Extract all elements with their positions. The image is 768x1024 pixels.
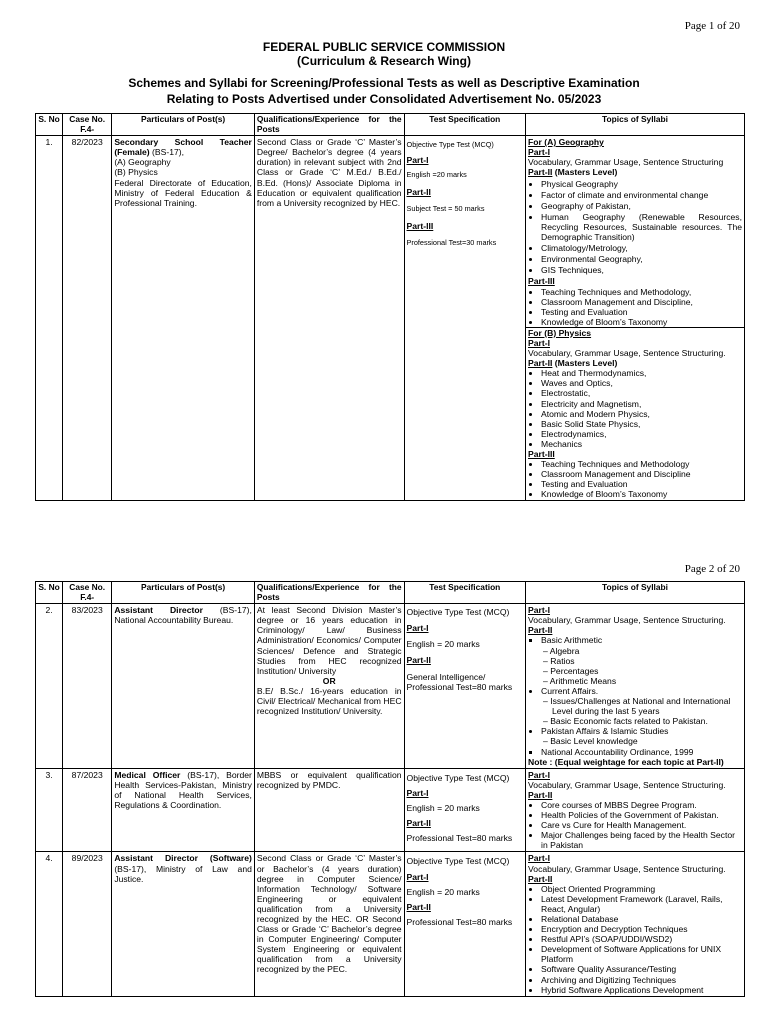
header-case: Case No. F.4- [63,114,112,136]
test-english: English = 20 marks [406,802,480,813]
org-title: FEDERAL PUBLIC SERVICE COMMISSION [262,40,506,54]
list-item: • Current Affairs. [541,686,742,696]
page-number: Page 2 of 20 [684,563,740,575]
list-item: – Algebra [552,646,742,656]
list-item: • Encryption and Decryption Techniques [541,924,742,934]
test-part1: Part-I [406,871,429,882]
topic-part2: Part-II [528,358,553,369]
topic-part1: Part-I [528,853,550,864]
qualification-alternate: B.E/ B.Sc./ 16-years education in Civil/ Electrical/ Mechanical from HEC recognized Institution/ University. [256,685,402,717]
test-mcq: Objective Type Test (MCQ) [406,772,510,783]
list-item: • Care vs Cure for Health Management. [541,820,742,830]
test-mcq: Objective Type Test (MCQ) [406,140,494,150]
cell-topics [526,852,745,996]
cell-topics [526,604,745,769]
list-item: • GIS Techniques, [541,265,742,275]
header-qualifications: Qualifications/Experience for the Posts [254,114,404,136]
list-item: – Issues/Challenges at National and International Level during the last 5 years [552,696,742,716]
cell-topics [526,768,745,852]
test-professional: Professional Test=80 marks [406,916,513,927]
cell-qualification: Second Class or Grade ‘C’ Master’s Degree/ Bachelor’s degree (4 years duration) in relevant subject with 2nd Class or Grade ‘C’ M.Ed./ B.Ed./ B.Ed. (Hons)/ Associate Diploma in Education or equivalent qualification from a University recognized by HEC. [254,136,404,501]
table-header-row [36,582,745,604]
test-part1: Part-I [406,155,429,166]
topic-vocab: Vocabulary, Grammar Usage, Sentence Structuring. [528,615,726,626]
doc-title: Schemes and Syllabi for Screening/Professional Tests as well as Descriptive Examination [128,76,640,90]
post-option-a: (A) Geography [114,157,171,168]
doc-subtitle: Relating to Posts Advertised under Consolidated Advertisement No. 05/2023 [166,92,602,106]
table-row [36,604,745,769]
topic-level: (Masters Level) [552,167,618,178]
cell-qualification: Second Class or Grade ‘C’ Master’s or Bachelor’s (4 years duration) degree in Computer Science/ Information Technology/ Software Engineering or equivalent qualification from a University recognized by the HEC. OR Second Class or Grade ‘C’ Bachelor’s degree in Computer Engineering/ Computer System Engineering or equivalent qualification from a University recognized by the PEC. [254,852,404,996]
test-part2: Part-II [406,655,431,666]
topic-part2: Part-II [528,625,553,636]
list-item: • Environmental Geography, [541,254,742,264]
topic-part1: Part-I [528,337,550,348]
list-item: • Testing and Evaluation [541,479,742,489]
topic-part1: Part-I [528,769,550,780]
header-particulars: Particulars of Post(s) [112,582,255,604]
cell-qualification: MBBS or equivalent qualification recognized by PMDC. [254,768,404,852]
topic-vocab: Vocabulary, Grammar Usage, Sentence Structuring. [528,863,726,874]
list-item: • Hybrid Software Applications Development [541,985,742,995]
header-test: Test Specification [404,582,526,604]
list-item: • Latest Development Framework (Laravel, Rails, React, Angular) [541,894,742,914]
list-item: • Geography of Pakistan, [541,201,742,211]
list-item: • Pakistan Affairs & Islamic Studies [541,726,742,736]
header-particulars: Particulars of Post(s) [112,114,255,136]
post-grade: (BS-17), [149,147,185,158]
list-item: • Relational Database [541,914,742,924]
qualification-primary: At least Second Division Master’s degree or 16 years education in Criminology/ Law/ Business Administration/ Economics/ Computer Sciences/ Defence and Strategic Studies from HEC recognized Institution/ University [256,605,402,676]
topic-part2: Part-II [528,789,553,800]
header-topics: Topics of Syllabi [526,114,745,136]
post-title: Secondary School Teacher (Female) [114,137,252,158]
list-item: – Arithmetic Means [552,676,742,686]
test-professional: Professional Test=30 marks [406,237,497,247]
table-row [36,768,745,852]
syllabus-table-page1 [35,113,745,501]
list-item: • Electrostatic, [541,388,742,398]
list-item: • Core courses of MBBS Degree Program. [541,800,742,810]
topic-part1: Part-I [528,147,550,158]
list-item: – Ratios [552,656,742,666]
cell-qualification [254,604,404,769]
org-subtitle: (Curriculum & Research Wing) [297,54,471,68]
list-item: • Classroom Management and Discipline, [541,297,742,307]
cell-topics [526,136,745,501]
list-item: • Restful API’s (SOAP/UDDI/WSD2) [541,934,742,944]
list-item: • Factor of climate and environmental change [541,190,742,200]
list-item: • Electricity and Magnetism, [541,399,742,409]
topic-part1: Part-I [528,605,550,616]
header-qualifications: Qualifications/Experience for the Posts [254,582,404,604]
list-item: • Development of Software Applications for UNIX Platform [541,944,742,964]
test-part3: Part-III [406,220,434,231]
qualification-or: OR [322,675,336,686]
post-details: (BS-17), National Accountability Bureau. [114,605,252,626]
list-item: ▪ Basic Arithmetic [541,635,742,645]
topic-part2: Part-II [528,873,553,884]
header-test: Test Specification [404,114,526,136]
post-organization: Federal Directorate of Education, Ministry of Federal Education & Professional Training. [114,177,252,208]
list-item: • Object Oriented Programming [541,884,742,894]
test-general-intelligence: General Intelligence/ Professional Test=80 marks [406,671,513,692]
cell-case: 82/2023 [63,136,112,501]
topic-part3: Part-III [528,276,555,287]
post-title: Assistant Director [114,605,203,616]
list-item: • Software Quality Assurance/Testing [541,964,742,974]
list-item: • Teaching Techniques and Methodology, [541,287,742,297]
header-sno: S. No [36,114,63,136]
list-item: • Atomic and Modern Physics, [541,409,742,419]
test-professional: Professional Test=80 marks [406,833,513,844]
cell-test-spec [404,768,526,852]
post-title: Assistant Director (Software) [114,853,252,864]
list-item: • Mechanics [541,439,742,449]
list-item: ▪ National Accountability Ordinance, 1999 [541,747,742,757]
list-item: – Basic Level knowledge [552,736,742,746]
cell-case: 89/2023 [63,852,112,996]
post-details: (BS-17), Border Health Services-Pakistan, Ministry of National Health Services, Regulations & Coordination. [114,769,252,810]
test-subject: Subject Test = 50 marks [406,203,485,213]
cell-sno: 4. [36,852,63,996]
list-item: • Health Policies of the Government of Pakistan. [541,810,742,820]
post-details: (BS-17), Ministry of Law and Justice. [114,863,252,884]
list-item: • Human Geography (Renewable Resources, Recycling Resources, Sustainable resources. The Demographic Transition) [541,212,742,242]
page-number: Page 1 of 20 [684,20,740,32]
syllabus-table-page2 [35,581,745,997]
test-english: English =20 marks [406,170,467,180]
topic-vocab: Vocabulary, Grammar Usage, Sentence Structuring [528,157,724,168]
topic-part2: Part-II [528,167,553,178]
table-row [36,852,745,996]
list-item: • Electrodynamics, [541,429,742,439]
cell-case: 87/2023 [63,768,112,852]
cell-test-spec [404,136,526,501]
list-item: • Classroom Management and Discipline [541,469,742,479]
cell-sno: 3. [36,768,63,852]
test-english: English = 20 marks [406,639,480,650]
cell-sno: 1. [36,136,63,501]
cell-post [112,136,255,501]
post-title: Medical Officer [114,769,181,780]
topic-phy-heading: For (B) Physics [528,327,592,338]
table-header-row [36,114,745,136]
topic-level: (Masters Level) [552,358,618,369]
cell-post [112,604,255,769]
test-part2: Part-II [406,901,431,912]
post-option-b: (B) Physics [114,167,158,178]
topic-geo-heading: For (A) Geography [528,137,604,148]
list-item: • Basic Solid State Physics, [541,419,742,429]
test-mcq: Objective Type Test (MCQ) [406,856,510,867]
list-item: • Climatology/Metrology, [541,243,742,253]
list-item: • Knowledge of Bloom’s Taxonomy [541,489,742,499]
list-item: – Percentages [552,666,742,676]
list-item: • Waves and Optics, [541,378,742,388]
list-item: • Physical Geography [541,179,742,189]
topic-part3: Part-III [528,449,555,459]
test-mcq: Objective Type Test (MCQ) [406,607,510,618]
topic-vocab: Vocabulary, Grammar Usage, Sentence Structuring. [528,348,726,359]
test-part2: Part-II [406,817,431,828]
list-item: • Archiving and Digitizing Techniques [541,975,742,985]
test-part1: Part-I [406,787,429,798]
cell-sno: 2. [36,604,63,769]
header-topics: Topics of Syllabi [526,582,745,604]
list-item: • Teaching Techniques and Methodology [541,459,742,469]
list-item: • Heat and Thermodynamics, [541,368,742,378]
cell-test-spec [404,604,526,769]
cell-post [112,852,255,996]
test-part2: Part-II [406,187,431,198]
topic-vocab: Vocabulary, Grammar Usage, Sentence Structuring. [528,779,726,790]
test-english: English = 20 marks [406,886,480,897]
table-row [36,136,745,501]
header-sno: S. No [36,582,63,604]
list-item: • Knowledge of Bloom’s Taxonomy [541,317,742,327]
list-item: • Testing and Evaluation [541,307,742,317]
cell-case: 83/2023 [63,604,112,769]
cell-post [112,768,255,852]
list-item: – Basic Economic facts related to Pakistan. [552,716,742,726]
test-part1: Part-I [406,623,429,634]
header-case: Case No. F.4- [63,582,112,604]
topic-note: Note : (Equal weightage for each topic at Part-II) [528,756,724,767]
list-item: • Major Challenges being faced by the Health Sector in Pakistan [541,830,742,850]
cell-test-spec [404,852,526,996]
